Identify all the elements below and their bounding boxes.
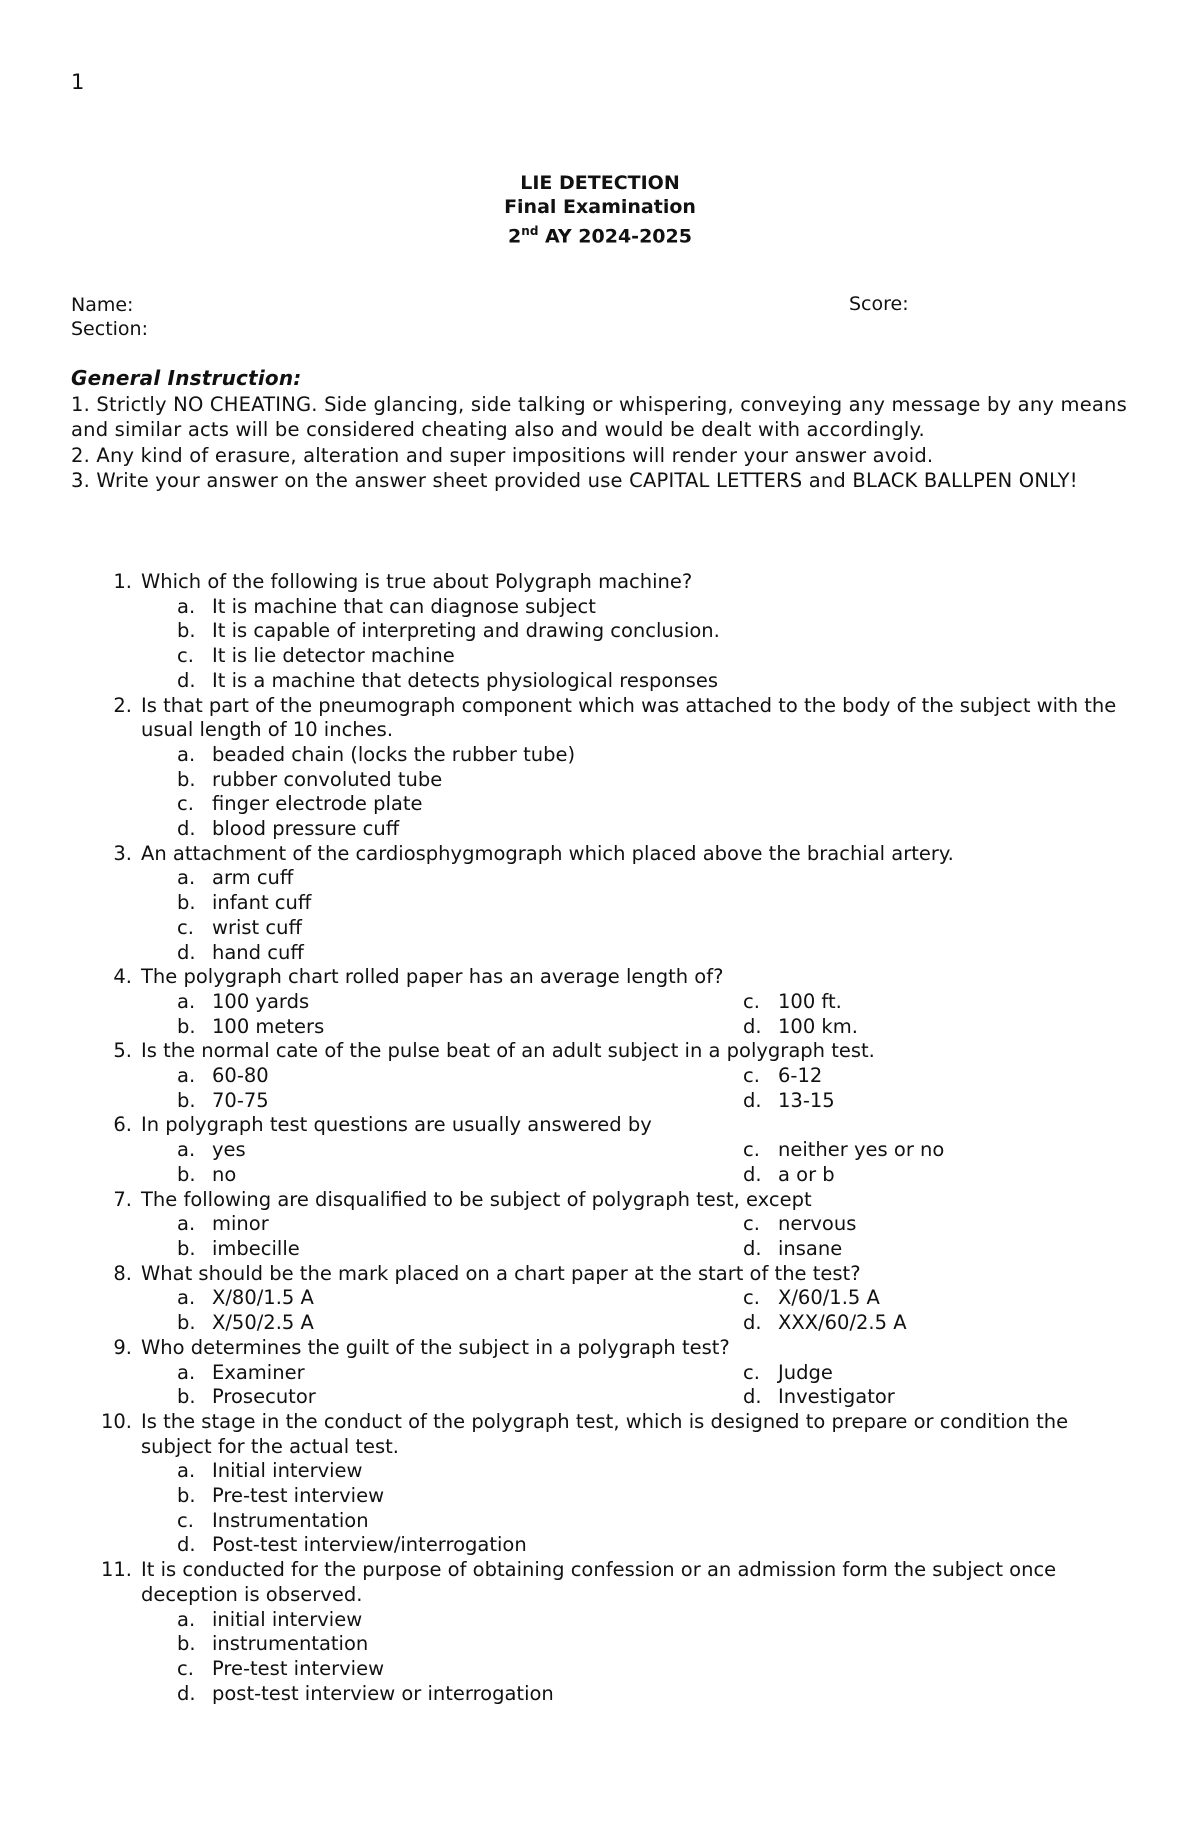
option-letter: d. — [743, 1236, 762, 1260]
option-text: Post-test interview/interrogation — [212, 1533, 527, 1557]
option-text: 100 ft. — [778, 989, 842, 1013]
answer-options — [141, 743, 1200, 842]
answer-option — [141, 1509, 1200, 1534]
answer-option — [707, 990, 1107, 1015]
question-text: Is the stage in the conduct of the polygraph test, which is designed to prepare or condition the subject for the actual test. — [141, 1409, 1069, 1458]
option-letter: a. — [177, 1360, 196, 1384]
exam-subtitle: Final Examination — [504, 196, 696, 218]
exam-title: LIE DETECTION — [520, 172, 680, 194]
answer-options — [141, 1286, 1200, 1335]
answer-option — [141, 1015, 707, 1040]
option-text: X/80/1.5 A — [212, 1286, 314, 1310]
option-letter: a. — [177, 1286, 196, 1310]
answer-option — [141, 1533, 1200, 1558]
answer-option — [141, 1089, 707, 1114]
option-letter: d. — [743, 1162, 762, 1186]
question-stem — [0, 570, 1131, 595]
question-item — [0, 965, 1200, 1039]
option-letter: b. — [177, 1632, 196, 1656]
score-label: Score: — [849, 293, 909, 315]
option-letter: b. — [177, 1014, 196, 1038]
answer-option — [141, 866, 1200, 891]
answer-options — [141, 866, 1200, 965]
option-text: wrist cuff — [212, 915, 302, 939]
question-stem — [0, 1336, 1131, 1361]
answer-option — [141, 1459, 1200, 1484]
question-item — [0, 1336, 1200, 1410]
question-text: Is that part of the pneumograph component which was attached to the body of the subject with the usual length of 10 inches. — [141, 693, 1117, 742]
question-number: 4. — [113, 965, 132, 989]
option-text: beaded chain (locks the rubber tube) — [212, 742, 576, 766]
answer-options — [141, 1459, 1200, 1558]
answer-option — [141, 1361, 707, 1386]
answer-option — [141, 595, 1200, 620]
option-letter: b. — [177, 619, 196, 643]
question-item — [0, 1410, 1200, 1558]
option-letter: d. — [177, 940, 196, 964]
answer-option — [707, 1361, 1107, 1386]
option-text: infant cuff — [212, 891, 312, 915]
option-letter: b. — [177, 1088, 196, 1112]
option-text: Prosecutor — [212, 1385, 316, 1409]
answer-option — [141, 916, 1200, 941]
option-text: post-test interview or interrogation — [212, 1681, 554, 1705]
answer-option — [141, 1632, 1200, 1657]
option-letter: b. — [177, 891, 196, 915]
option-text: Pre-test interview — [212, 1656, 385, 1680]
section-label: Section: — [71, 318, 148, 340]
question-number: 9. — [113, 1335, 132, 1359]
option-text: finger electrode plate — [212, 792, 423, 816]
question-item — [0, 1262, 1200, 1336]
question-stem — [0, 694, 1131, 743]
answer-option — [707, 1015, 1107, 1040]
question-number: 10. — [100, 1409, 132, 1433]
option-letter: b. — [177, 1385, 196, 1409]
question-text: Is the normal cate of the pulse beat of an adult subject in a polygraph test. — [141, 1039, 875, 1063]
name-label: Name: — [71, 294, 134, 316]
question-number: 2. — [113, 693, 132, 717]
question-stem — [0, 965, 1131, 990]
question-stem — [0, 1262, 1131, 1287]
question-text: The polygraph chart rolled paper has an average length of? — [141, 965, 724, 989]
answer-option — [707, 1237, 1107, 1262]
answer-options — [141, 595, 1200, 694]
general-instructions — [71, 366, 1141, 494]
option-text: 100 meters — [212, 1014, 325, 1038]
option-letter: b. — [177, 1311, 196, 1335]
option-letter: d. — [177, 817, 196, 841]
question-stem — [0, 1558, 1131, 1607]
question-item — [0, 1039, 1200, 1113]
question-text: It is conducted for the purpose of obtaining confession or an admission form the subject once deception is observed. — [141, 1558, 1057, 1606]
option-text: Examiner — [212, 1360, 305, 1384]
question-item — [0, 1558, 1200, 1706]
option-text: neither yes or no — [778, 1138, 945, 1162]
answer-option — [707, 1311, 1107, 1336]
answer-option — [141, 1608, 1200, 1633]
option-text: It is a machine that detects physiological responses — [212, 668, 719, 692]
option-text: 60-80 — [212, 1064, 269, 1088]
option-text: 70-75 — [212, 1088, 269, 1112]
option-letter: d. — [743, 1014, 762, 1038]
option-letter: a. — [177, 1212, 196, 1236]
question-item — [0, 842, 1200, 966]
option-text: insane — [778, 1236, 843, 1260]
option-letter: a. — [177, 989, 196, 1013]
instruction-line: 3. Write your answer on the answer sheet provided use CAPITAL LETTERS and BLACK BALLPEN ONLY! — [71, 469, 1078, 492]
answer-option — [141, 1311, 707, 1336]
question-stem — [0, 1113, 1131, 1138]
option-text: rubber convoluted tube — [212, 767, 443, 791]
answer-option — [141, 990, 707, 1015]
option-letter: a. — [177, 1607, 196, 1631]
answer-options — [141, 1064, 1200, 1113]
option-text: initial interview — [212, 1607, 363, 1631]
option-text: no — [212, 1162, 237, 1186]
option-text: arm cuff — [212, 866, 294, 890]
answer-option — [141, 619, 1200, 644]
answer-option — [141, 1064, 707, 1089]
question-item — [0, 1188, 1200, 1262]
option-text: 13-15 — [778, 1088, 835, 1112]
answer-option — [141, 644, 1200, 669]
option-letter: c. — [743, 1212, 760, 1236]
question-item — [0, 570, 1200, 694]
option-text: hand cuff — [212, 940, 304, 964]
answer-options — [141, 1361, 1200, 1410]
option-text: imbecille — [212, 1236, 300, 1260]
question-text: Who determines the guilt of the subject in a polygraph test? — [141, 1335, 730, 1359]
option-text: Judge — [778, 1360, 833, 1384]
option-letter: a. — [177, 866, 196, 890]
option-text: 6-12 — [778, 1064, 823, 1088]
exam-term: 2nd AY 2024-2025 — [508, 224, 692, 248]
option-text: instrumentation — [212, 1632, 369, 1656]
option-letter: b. — [177, 767, 196, 791]
question-stem — [0, 1039, 1131, 1064]
answer-option — [141, 1484, 1200, 1509]
answer-options — [141, 1212, 1200, 1261]
option-letter: b. — [177, 1162, 196, 1186]
question-text: In polygraph test questions are usually answered by — [141, 1113, 652, 1137]
option-text: nervous — [778, 1212, 857, 1236]
option-text: minor — [212, 1212, 269, 1236]
option-letter: a. — [177, 742, 196, 766]
answer-option — [141, 1682, 1200, 1707]
option-text: XXX/60/2.5 A — [778, 1311, 907, 1335]
option-text: 100 km. — [778, 1014, 858, 1038]
option-letter: c. — [177, 792, 194, 816]
answer-option — [141, 817, 1200, 842]
answer-option — [141, 941, 1200, 966]
question-item — [0, 694, 1200, 842]
question-text: Which of the following is true about Polygraph machine? — [141, 570, 693, 593]
option-text: It is capable of interpreting and drawing conclusion. — [212, 619, 720, 643]
answer-option — [707, 1385, 1107, 1410]
answer-options — [141, 1138, 1200, 1187]
question-stem — [0, 1410, 1131, 1459]
option-text: X/60/1.5 A — [778, 1286, 880, 1310]
option-letter: c. — [177, 1508, 194, 1532]
answer-option — [141, 1163, 707, 1188]
instruction-line: 2. Any kind of erasure, alteration and super impositions will render your answer avoid. — [71, 443, 934, 467]
option-letter: a. — [177, 1064, 196, 1088]
option-letter: a. — [177, 1459, 196, 1483]
option-text: Initial interview — [212, 1459, 363, 1483]
option-letter: c. — [177, 644, 194, 668]
answer-option — [141, 1657, 1200, 1682]
option-letter: d. — [743, 1088, 762, 1112]
option-letter: c. — [743, 1064, 760, 1088]
option-text: blood pressure cuff — [212, 817, 400, 841]
answer-option — [141, 669, 1200, 694]
question-stem — [0, 842, 1131, 867]
question-text: An attachment of the cardiosphygmograph which placed above the brachial artery. — [141, 841, 954, 865]
option-letter: c. — [743, 1360, 760, 1384]
option-letter: d. — [743, 1385, 762, 1409]
option-text: a or b — [778, 1162, 835, 1186]
option-text: Investigator — [778, 1385, 895, 1409]
exam-header — [0, 171, 1200, 248]
answer-option — [141, 768, 1200, 793]
instructions-heading: General Instruction: — [71, 366, 302, 390]
option-text: yes — [212, 1138, 246, 1162]
option-letter: d. — [743, 1311, 762, 1335]
question-number: 1. — [113, 570, 132, 593]
option-text: Instrumentation — [212, 1508, 369, 1532]
question-number: 5. — [113, 1039, 132, 1063]
option-letter: d. — [177, 668, 196, 692]
question-list — [0, 570, 1200, 1706]
answer-option — [707, 1286, 1107, 1311]
option-letter: c. — [743, 1286, 760, 1310]
option-text: It is lie detector machine — [212, 644, 455, 668]
option-letter: c. — [177, 915, 194, 939]
question-number: 11. — [100, 1558, 132, 1582]
option-text: 100 yards — [212, 989, 310, 1013]
question-text: The following are disqualified to be subject of polygraph test, except — [141, 1187, 812, 1211]
answer-option — [141, 743, 1200, 768]
option-letter: c. — [743, 1138, 760, 1162]
answer-option — [141, 1286, 707, 1311]
instruction-line: 1. Strictly NO CHEATING. Side glancing, side talking or whispering, conveying any message by any means and similar acts will be considered cheating also and would be dealt with accordingly. — [71, 392, 1127, 441]
answer-option — [707, 1212, 1107, 1237]
question-item — [0, 1113, 1200, 1187]
question-number: 7. — [113, 1187, 132, 1211]
answer-option — [707, 1163, 1107, 1188]
answer-option — [141, 1237, 707, 1262]
question-number: 8. — [113, 1261, 132, 1285]
option-letter: c. — [743, 989, 760, 1013]
answer-option — [707, 1138, 1107, 1163]
option-text: Pre-test interview — [212, 1484, 385, 1508]
answer-option — [141, 1138, 707, 1163]
answer-option — [707, 1089, 1107, 1114]
option-letter: a. — [177, 1138, 196, 1162]
answer-options — [141, 990, 1200, 1039]
answer-option — [141, 1385, 707, 1410]
question-number: 6. — [113, 1113, 132, 1137]
option-letter: a. — [177, 594, 196, 618]
page-number: 1 — [71, 70, 85, 94]
question-stem — [0, 1188, 1131, 1213]
option-letter: d. — [177, 1533, 196, 1557]
question-text: What should be the mark placed on a chart paper at the start of the test? — [141, 1261, 861, 1285]
answer-option — [141, 1212, 707, 1237]
option-letter: c. — [177, 1656, 194, 1680]
option-letter: d. — [177, 1681, 196, 1705]
option-letter: b. — [177, 1484, 196, 1508]
answer-option — [141, 792, 1200, 817]
question-number: 3. — [113, 841, 132, 865]
option-text: It is machine that can diagnose subject — [212, 594, 596, 618]
option-text: X/50/2.5 A — [212, 1311, 314, 1335]
option-letter: b. — [177, 1236, 196, 1260]
answer-option — [141, 891, 1200, 916]
answer-options — [141, 1608, 1200, 1707]
answer-option — [707, 1064, 1107, 1089]
